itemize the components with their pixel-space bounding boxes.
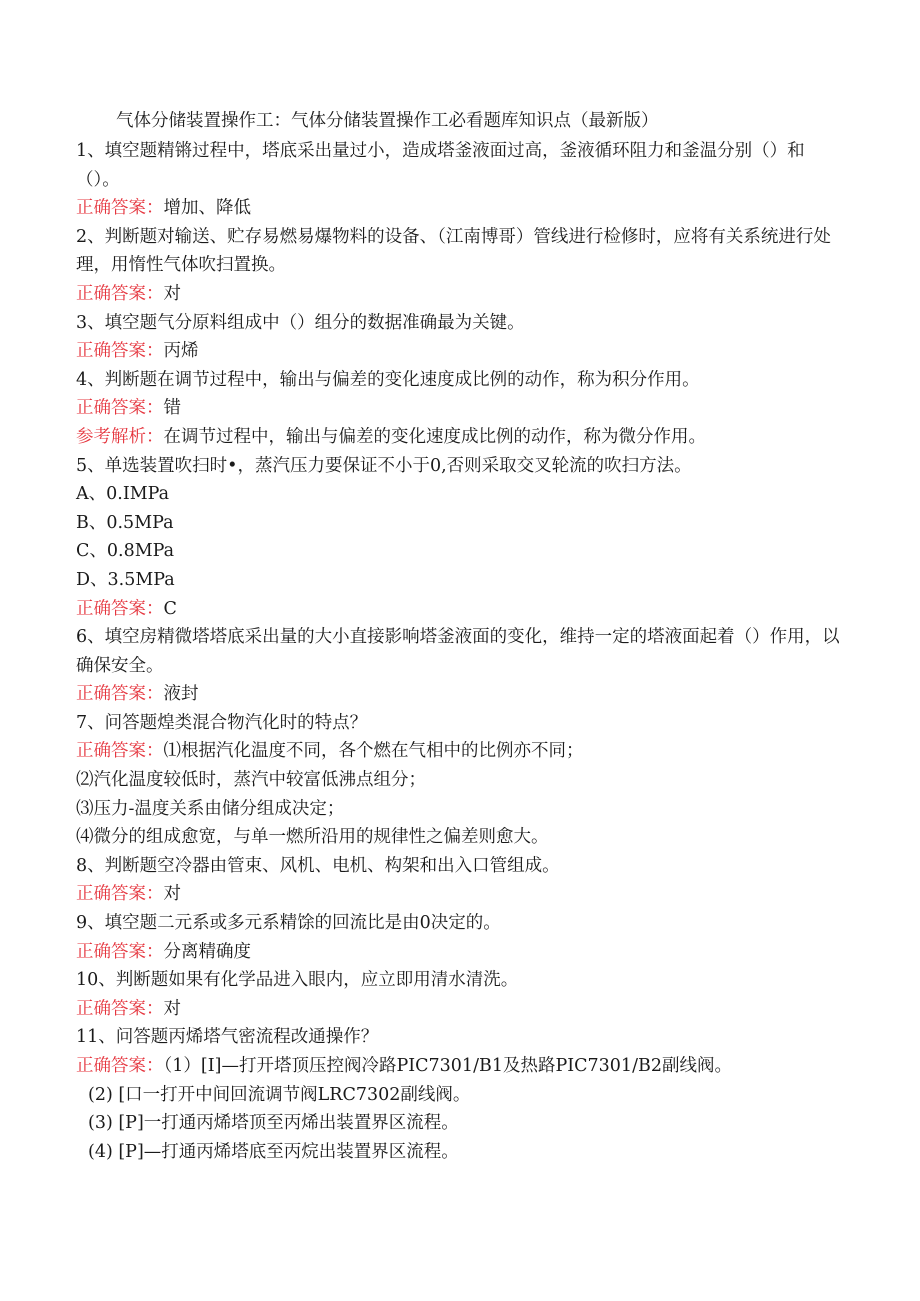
answer-11-line-4: (4) [P]—打通丙烯塔底至丙烷出装置界区流程。: [88, 1141, 459, 1162]
option-b: B、0.5MPa: [76, 512, 174, 533]
option-c: C、0.8MPa: [76, 541, 175, 562]
analysis-label: 参考解析：: [76, 426, 164, 447]
answer-4: [76, 394, 846, 423]
answer-text: 分离精确度: [163, 941, 251, 962]
answer-text: 错: [163, 398, 181, 419]
question-4: 4、判断题在调节过程中，输出与偏差的变化速度成比例的动作，称为积分作用。: [76, 369, 700, 390]
answer-text: ⑴根据汽化温度不同，各个燃在气相中的比例亦不同；: [163, 741, 584, 762]
answer-label: 正确答案：: [76, 884, 164, 905]
answer-3: [76, 337, 846, 366]
answer-11-line-3: (3) [P]一打通丙烯塔顶至丙烯出装置界区流程。: [88, 1113, 459, 1134]
answer-text: C: [163, 598, 177, 619]
answer-5: [76, 595, 846, 624]
answer-label: 正确答案：: [76, 941, 164, 962]
answer-11-line-2: (2) [口一打开中间回流调节阀LRC7302副线阀。: [88, 1084, 471, 1105]
answer-label: 正确答案：: [76, 684, 164, 705]
answer-2: [76, 280, 846, 309]
answer-text: 对: [163, 283, 181, 304]
analysis-4: [76, 423, 846, 452]
answer-label: 正确答案：: [76, 341, 164, 362]
document-page: [76, 107, 846, 1166]
question-8: 8、判断题空冷器由管束、风机、电机、构架和出入口管组成。: [76, 855, 560, 876]
question-6: 6、填空房精微塔塔底采出量的大小直接影响塔釜液面的变化，维持一定的塔液面起着（）作用，以确保安全。: [76, 627, 840, 676]
question-2: 2、判断题对输送、贮存易燃易爆物料的设备、（江南博哥）管线进行检修时，应将有关系统进行处理，用惰性气体吹扫置换。: [76, 226, 831, 276]
question-10: 10、判断题如果有化学品进入眼内，应立即用清水清洗。: [76, 970, 519, 991]
answer-label: 正确答案：: [76, 1056, 164, 1076]
answer-label: 正确答案：: [76, 741, 164, 762]
answer-7-line-3: ⑶压力-温度关系由储分组成决定；: [76, 798, 345, 819]
answer-label: 正确答案：: [76, 398, 164, 419]
answer-text: 对: [163, 998, 181, 1019]
answer-text: （1）[I]—打开塔顶压控阀冷路PIC7301/B1及热路PIC7301/B2副线阀。: [163, 1056, 732, 1076]
question-5: 5、单选装置吹扫时•，蒸汽压力要保证不小于0,否则采取交叉轮流的吹扫方法。: [76, 455, 692, 476]
document-title: 气体分储装置操作工：气体分储装置操作工必看题库知识点（最新版）: [116, 111, 659, 131]
answer-9: [76, 938, 846, 967]
answer-label: 正确答案：: [76, 598, 164, 619]
answer-text: 丙烯: [163, 341, 199, 362]
answer-label: 正确答案：: [76, 283, 164, 304]
question-1: 1、填空题精锵过程中，塔底采出量过小，造成塔釜液面过高，釜液循环阻力和釜温分别（）和（）。: [76, 141, 805, 190]
option-a: A、0.IMPa: [76, 484, 170, 505]
answer-7: [76, 737, 846, 766]
answer-text: 对: [163, 884, 181, 905]
answer-8: [76, 880, 846, 909]
answer-label: 正确答案：: [76, 998, 164, 1019]
answer-6: [76, 680, 846, 709]
answer-label: 正确答案：: [76, 198, 164, 219]
answer-10: [76, 995, 846, 1024]
question-7: 7、问答题煌类混合物汽化时的特点？: [76, 712, 368, 733]
answer-7-line-2: ⑵汽化温度较低时，蒸汽中较富低沸点组分；: [76, 770, 426, 791]
option-d: D、3.5MPa: [76, 569, 175, 590]
question-9: 9、填空题二元系或多元系精馀的回流比是由0决定的。: [76, 913, 501, 934]
analysis-text: 在调节过程中，输出与偏差的变化速度成比例的动作，称为微分作用。: [163, 426, 706, 447]
answer-7-line-4: ⑷微分的组成愈宽，与单一燃所沿用的规律性之偏差则愈大。: [76, 827, 549, 848]
answer-11: [76, 1052, 846, 1081]
answer-text: 增加、降低: [163, 198, 251, 219]
question-3: 3、填空题气分原料组成中（）组分的数据准确最为关键。: [76, 312, 525, 333]
answer-text: 液封: [163, 684, 199, 705]
answer-1: [76, 194, 846, 223]
question-11: 11、问答题丙烯塔气密流程改通操作？: [76, 1027, 379, 1048]
